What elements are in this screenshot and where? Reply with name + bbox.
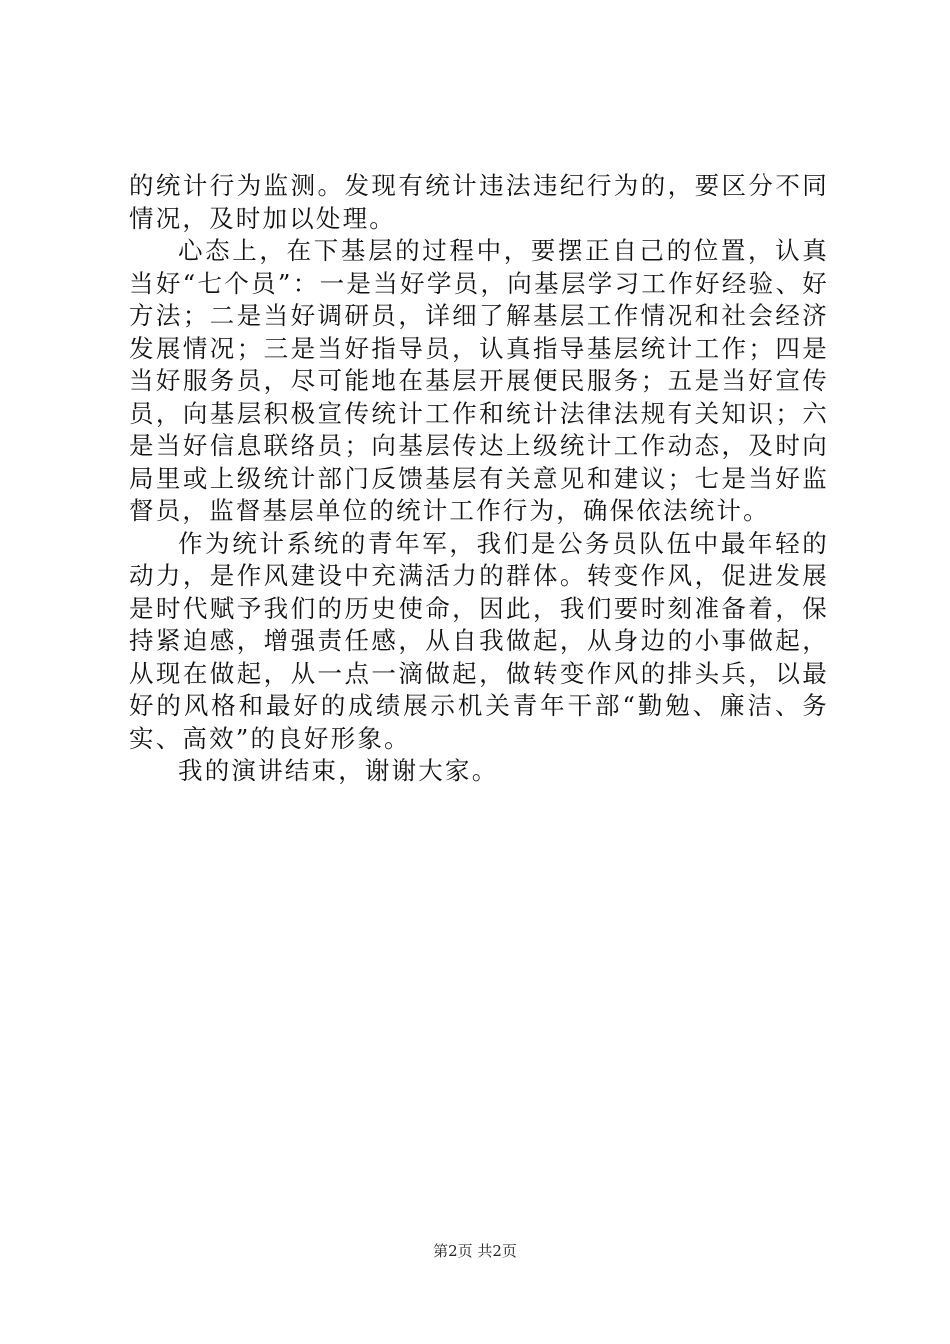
paragraph-closing: 我的演讲结束，谢谢大家。 [178,756,499,785]
document-body [129,170,829,788]
paragraph-youth-army: 作为统计系统的青年军，我们是公务员队伍中最年轻的动力，是作风建设中充满活力的群体。转变作风，促进发展是时代赋予我们的历史使命，因此，我们要时刻准备着，保持紧迫感，增强责任感，从自我做起，从身边的小事做起，从现在做起，从一点一滴做起，做转变作风的排头兵，以最好的风格和最好的成绩展示机关青年干部“勤勉、廉洁、务实、高效”的良好形象。 [129,528,829,753]
page-footer [0,1241,950,1261]
page-number: 第2页 共2页 [433,1242,517,1260]
paragraph-mindset: 心态上，在下基层的过程中，要摆正自己的位置，认真当好“七个员”：一是当好学员，向基层学习工作好经验、好方法；二是当好调研员，详细了解基层工作情况和社会经济发展情况；三是当好指导员，认真指导基层统计工作；四是当好服务员，尽可能地在基层开展便民服务；五是当好宣传员，向基层积极宣传统计工作和统计法律法规有关知识；六是当好信息联络员；向基层传达上级统计工作动态，及时向局里或上级统计部门反馈基层有关意见和建议；七是当好监督员，监督基层单位的统计工作行为，确保依法统计。 [129,236,829,525]
paragraph-continuation: 的统计行为监测。发现有统计违法违纪行为的，要区分不同情况，及时加以处理。 [129,171,829,233]
